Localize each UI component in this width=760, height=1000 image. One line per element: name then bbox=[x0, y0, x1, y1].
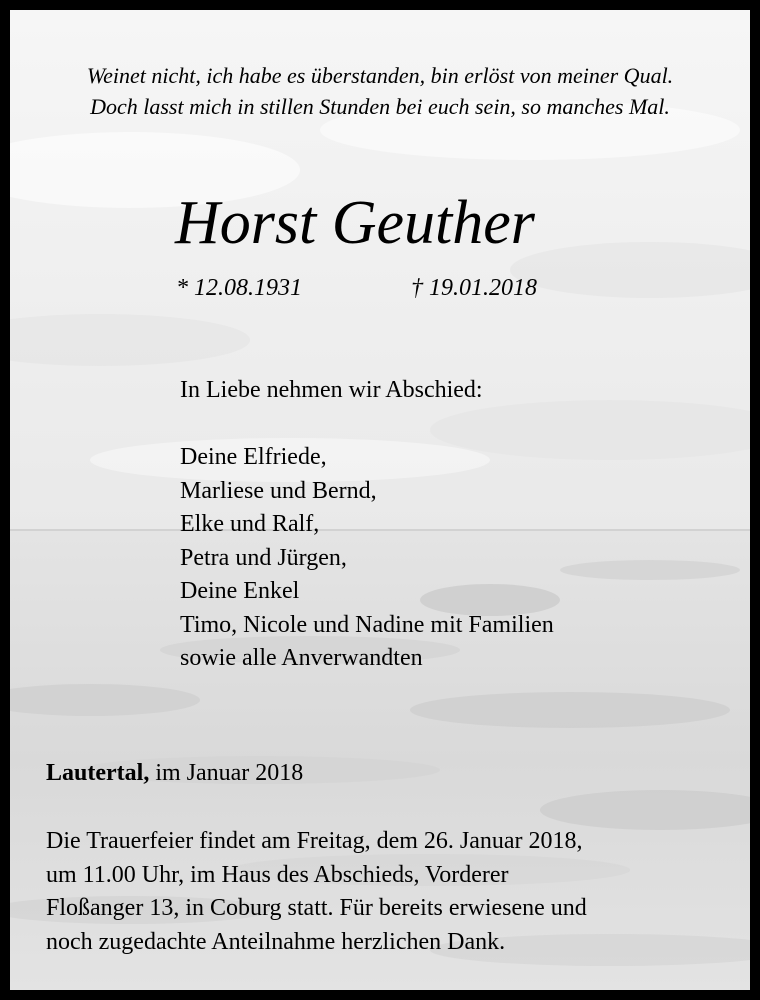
deceased-name: Horst Geuther bbox=[175, 189, 535, 257]
birth-date: * 12.08.1931 bbox=[176, 275, 302, 301]
mourner-line: sowie alle Anverwandten bbox=[180, 645, 423, 671]
motto-line-2: Doch lasst mich in stillen Stunden bei euch sein, so manches Mal. bbox=[90, 94, 670, 119]
funeral-line: Floßanger 13, in Coburg statt. Für bereits erwiesene und bbox=[46, 895, 587, 921]
motto-verse bbox=[10, 60, 750, 122]
place-and-date bbox=[46, 757, 303, 789]
mourner-line: Elke und Ralf, bbox=[180, 511, 320, 537]
mourners-block bbox=[180, 374, 554, 676]
funeral-line: um 11.00 Uhr, im Haus des Abschieds, Vorderer bbox=[46, 861, 509, 888]
life-dates bbox=[176, 272, 537, 304]
mourner-line: Deine Elfriede, bbox=[180, 444, 327, 470]
funeral-line: noch zugedachte Anteilnahme herzlichen Dank. bbox=[46, 928, 506, 955]
mourner-line: Petra und Jürgen, bbox=[180, 544, 347, 571]
place-date: im Januar 2018 bbox=[149, 760, 304, 786]
mourner-line: Marliese und Bernd, bbox=[180, 477, 377, 504]
mourner-line: Deine Enkel bbox=[180, 578, 300, 604]
death-date: † 19.01.2018 bbox=[411, 275, 537, 301]
mourner-line: Timo, Nicole und Nadine mit Familien bbox=[180, 611, 554, 638]
place-name: Lautertal, bbox=[46, 760, 150, 786]
mourners-intro: In Liebe nehmen wir Abschied: bbox=[180, 377, 483, 403]
funeral-info bbox=[46, 825, 587, 959]
funeral-line: Die Trauerfeier findet am Freitag, dem 26. Januar 2018, bbox=[46, 828, 583, 854]
motto-line-1: Weinet nicht, ich habe es überstanden, bin erlöst von meiner Qual. bbox=[86, 63, 674, 88]
